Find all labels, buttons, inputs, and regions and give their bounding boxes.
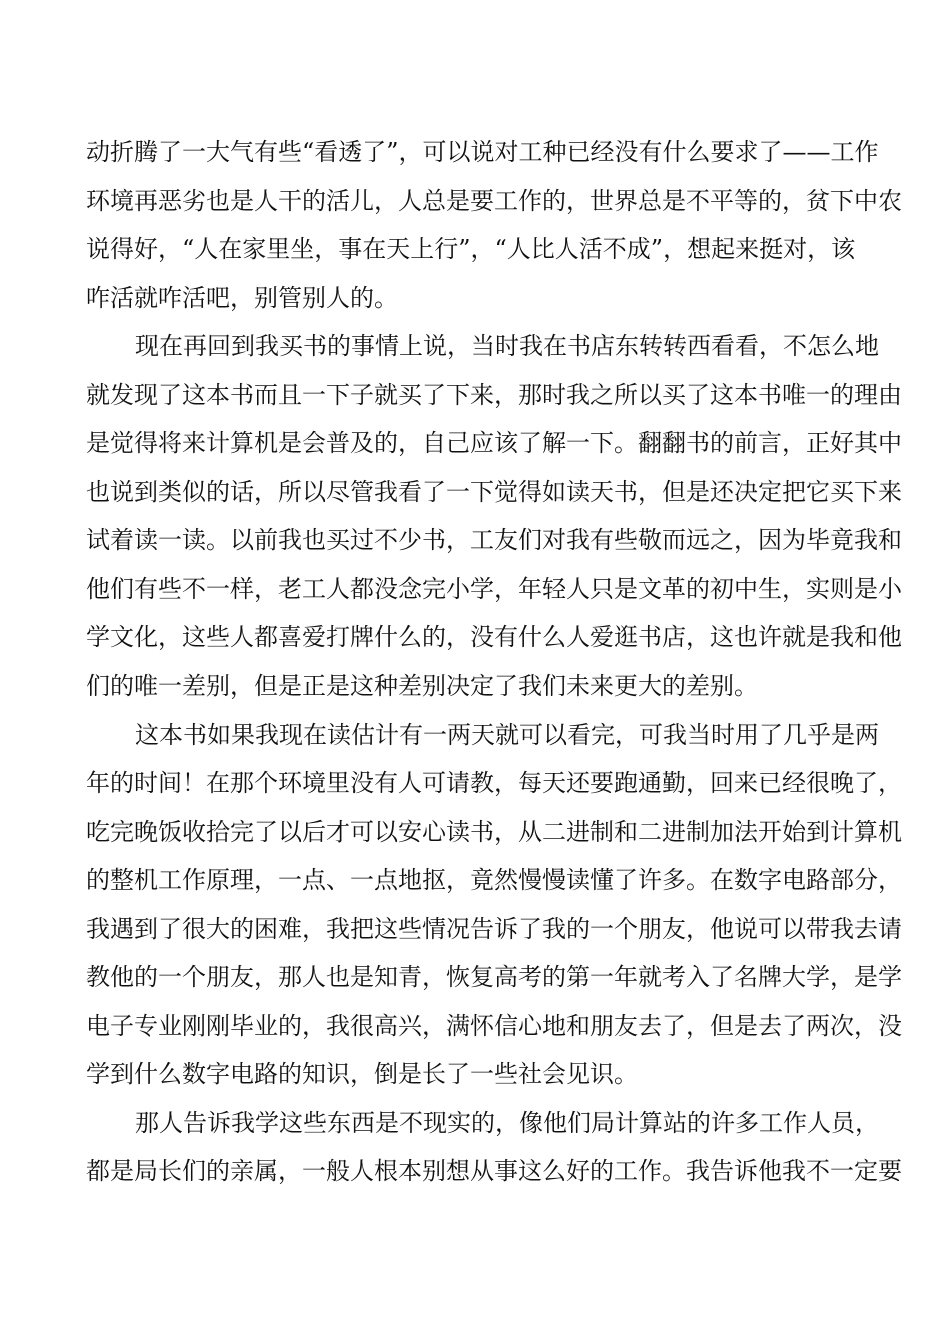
paragraph-3-line-5: 我遇到了很大的困难，我把这些情况告诉了我的一个朋友，他说可以带我去请 <box>86 914 902 943</box>
paragraph-2-line-1: 现在再回到我买书的事情上说，当时我在书店东转转西看看，不怎么地 <box>135 332 879 361</box>
paragraph-2-line-8: 们的唯一差别，但是正是这种差别决定了我们未来更大的差别。 <box>86 672 758 701</box>
paragraph-3-line-3: 吃完晚饭收拾完了以后才可以安心读书，从二进制和二进制加法开始到计算机 <box>86 817 902 846</box>
paragraph-3-line-2: 年的时间！在那个环境里没有人可请教，每天还要跑通勤，回来已经很晚了， <box>86 769 902 798</box>
paragraph-2-line-5: 试着读一读。以前我也买过不少书，工友们对我有些敬而远之，因为毕竟我和 <box>86 526 902 555</box>
paragraph-3-line-6: 教他的一个朋友，那人也是知青，恢复高考的第一年就考入了名牌大学，是学 <box>86 963 902 992</box>
paragraph-3-line-4: 的整机工作原理，一点、一点地抠，竟然慢慢读懂了许多。在数字电路部分， <box>86 866 902 895</box>
paragraph-2-line-3: 是觉得将来计算机是会普及的，自己应该了解一下。翻翻书的前言，正好其中 <box>86 429 902 458</box>
paragraph-4-line-1: 那人告诉我学这些东西是不现实的，像他们局计算站的许多工作人员， <box>135 1108 879 1137</box>
paragraph-1-line-2: 环境再恶劣也是人干的活儿，人总是要工作的，世界总是不平等的，贫下中农 <box>86 186 902 215</box>
paragraph-3-line-8: 学到什么数字电路的知识，倒是长了一些社会见识。 <box>86 1060 638 1089</box>
paragraph-3-line-7: 电子专业刚刚毕业的，我很高兴，满怀信心地和朋友去了，但是去了两次，没 <box>86 1011 902 1040</box>
paragraph-1-line-1: 动折腾了一大气有些“看透了”，可以说对工种已经没有什么要求了——工作 <box>86 138 879 166</box>
paragraph-4-line-2: 都是局长们的亲属，一般人根本别想从事这么好的工作。我告诉他我不一定要 <box>86 1157 902 1186</box>
paragraph-2-line-2: 就发现了这本书而且一下子就买了下来，那时我之所以买了这本书唯一的理由 <box>86 380 902 409</box>
paragraph-1-line-3: 说得好，“人在家里坐，事在天上行”，“人比人活不成”，想起来挺对，该 <box>86 235 856 264</box>
body-text <box>86 128 902 1196</box>
paragraph-3-line-1: 这本书如果我现在读估计有一两天就可以看完，可我当时用了几乎是两 <box>135 720 879 749</box>
paragraph-2-line-6: 他们有些不一样，老工人都没念完小学，年轻人只是文革的初中生，实则是小 <box>86 574 902 603</box>
paragraph-2-line-7: 学文化，这些人都喜爱打牌什么的，没有什么人爱逛书店，这也许就是我和他 <box>86 623 902 652</box>
paragraph-1-line-4: 咋活就咋活吧，别管别人的。 <box>86 283 398 312</box>
paragraph-2-line-4: 也说到类似的话，所以尽管我看了一下觉得如读天书，但是还决定把它买下来 <box>86 477 902 506</box>
